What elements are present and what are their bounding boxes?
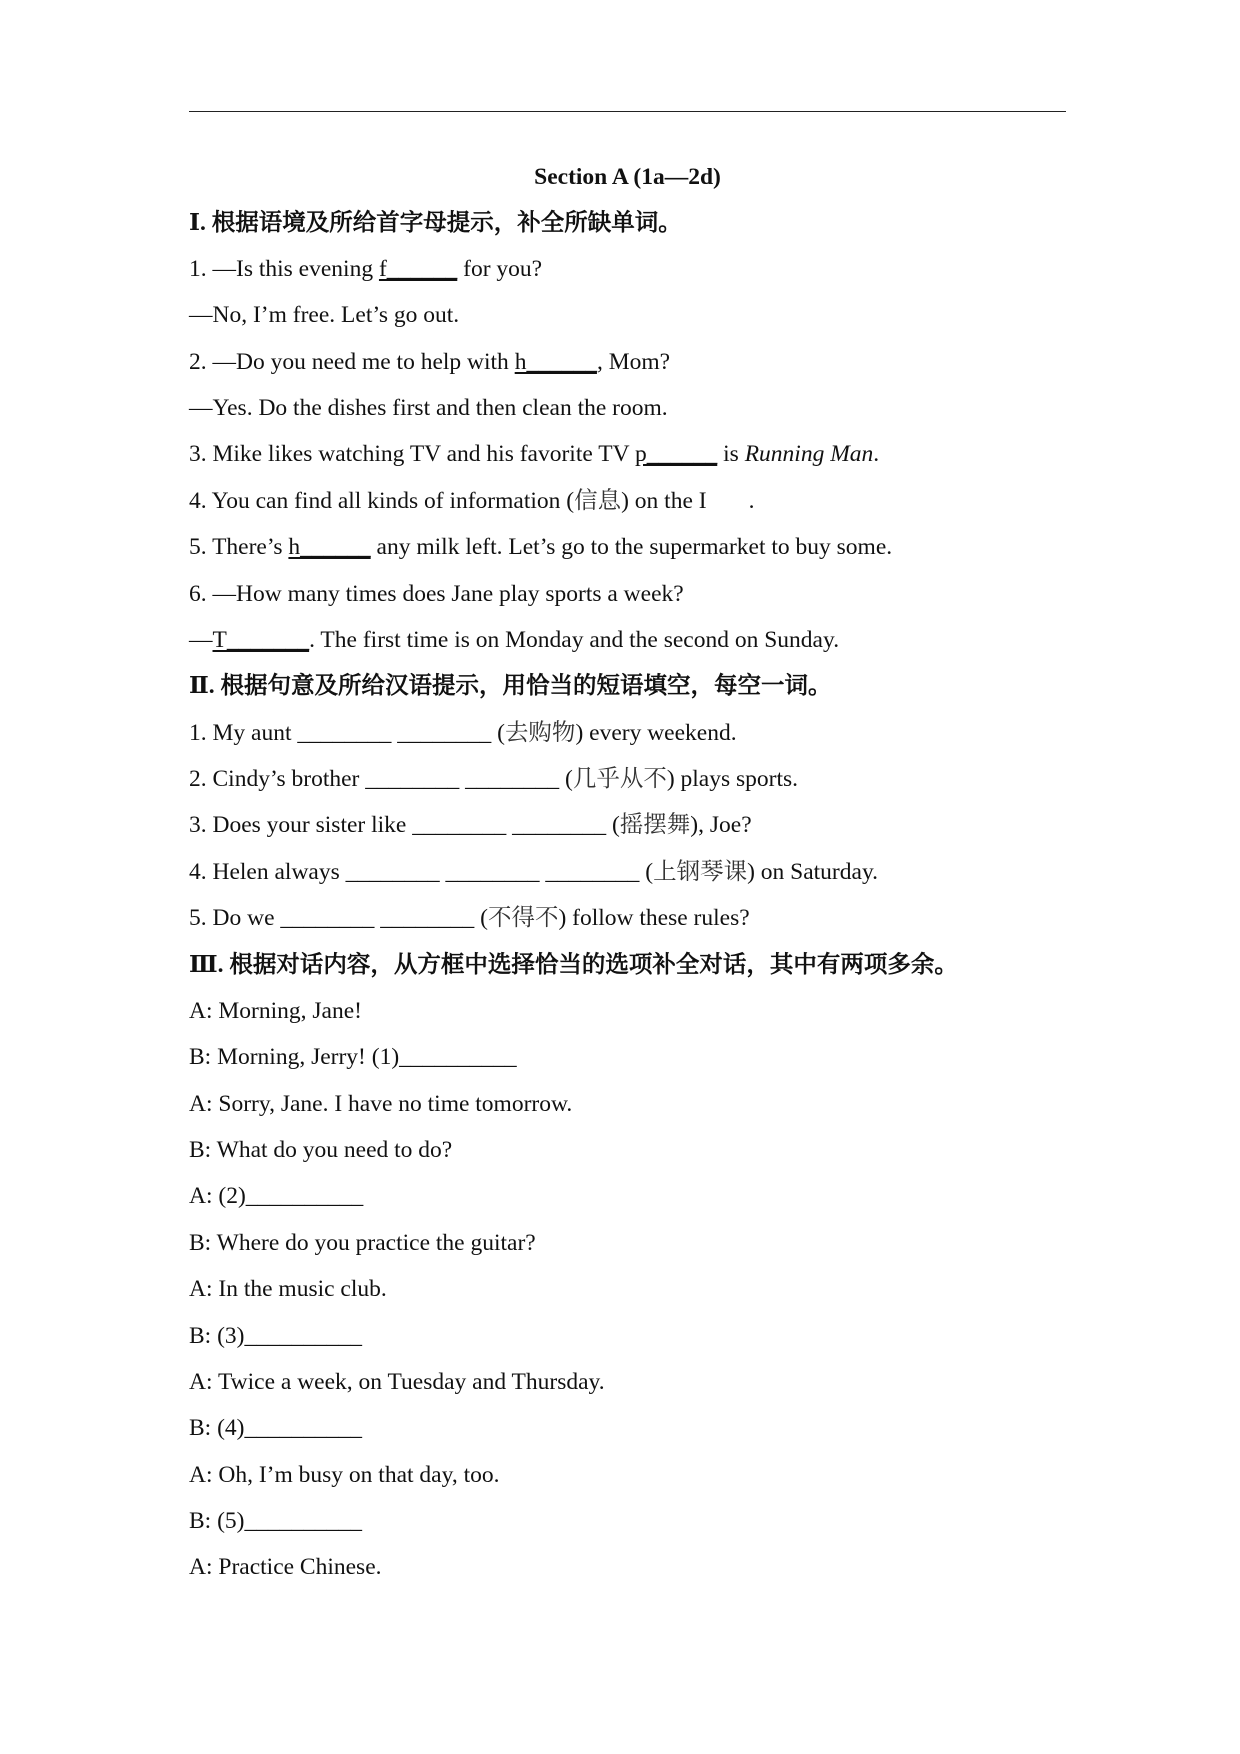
part1-q2-question: 2. —Do you need me to help with h______, Mom?	[189, 349, 671, 375]
dialogue-line: A: Oh, I’m busy on that day, too.	[189, 1462, 500, 1488]
part3-heading: Ⅲ. 根据对话内容，从方框中选择恰当的选项补全对话，其中有两项多余。	[189, 952, 958, 978]
dialogue-line: B: (3)__________	[189, 1323, 362, 1349]
section-title: Section A (1a—2d)	[534, 164, 721, 190]
part1-q4: 4. You can find all kinds of information (信息) on the I .	[189, 488, 755, 514]
dialogue-line: A: (2)__________	[189, 1183, 364, 1209]
blank: T_______	[212, 627, 310, 653]
part1-q3: 3. Mike likes watching TV and his favorite TV p______ is Running Man.	[189, 441, 880, 467]
dialogue-line: B: What do you need to do?	[189, 1137, 453, 1163]
blank: h______	[514, 349, 597, 375]
part1-q1-question: 1. —Is this evening f______ for you?	[189, 256, 543, 282]
dialogue-line: B: Where do you practice the guitar?	[189, 1230, 536, 1256]
part2-q1: 1. My aunt ________ ________ (去购物) every weekend.	[189, 720, 737, 746]
part2-q3: 3. Does your sister like ________ ________ (摇摆舞), Joe?	[189, 812, 752, 838]
dialogue-line: B: (4)__________	[189, 1415, 362, 1441]
blank: h______	[288, 534, 371, 560]
part1-q6-answer: —T_______. The first time is on Monday and the second on Sunday.	[189, 627, 840, 653]
part1-q6-question: 6. —How many times does Jane play sports a week?	[189, 581, 684, 607]
dialogue-line: A: Practice Chinese.	[189, 1554, 382, 1580]
blank: f______	[378, 256, 458, 282]
part1-q1-answer: —No, I’m free. Let’s go out.	[189, 302, 460, 328]
header-rule	[189, 111, 1066, 112]
dialogue-line: A: In the music club.	[189, 1276, 387, 1302]
dialogue-line: A: Twice a week, on Tuesday and Thursday.	[189, 1369, 605, 1395]
part2-heading: Ⅱ. 根据句意及所给汉语提示，用恰当的短语填空，每空一词。	[189, 673, 832, 699]
dialogue-line: A: Morning, Jane!	[189, 998, 362, 1024]
part1-heading: Ⅰ. 根据语境及所给首字母提示，补全所缺单词。	[189, 210, 682, 236]
part2-q4: 4. Helen always ________ ________ ________ (上钢琴课) on Saturday.	[189, 859, 879, 885]
part2-q2: 2. Cindy’s brother ________ ________ (几乎从不) plays sports.	[189, 766, 799, 792]
part1-q2-answer: —Yes. Do the dishes first and then clean the room.	[189, 395, 668, 421]
dialogue-line: A: Sorry, Jane. I have no time tomorrow.	[189, 1091, 573, 1117]
part1-q5: 5. There’s h______ any milk left. Let’s go to the supermarket to buy some.	[189, 534, 893, 560]
blank: p______	[635, 441, 718, 467]
dialogue-line: B: (5)__________	[189, 1508, 362, 1534]
dialogue-line: B: Morning, Jerry! (1)__________	[189, 1044, 517, 1070]
part2-q5: 5. Do we ________ ________ (不得不) follow these rules?	[189, 905, 750, 931]
